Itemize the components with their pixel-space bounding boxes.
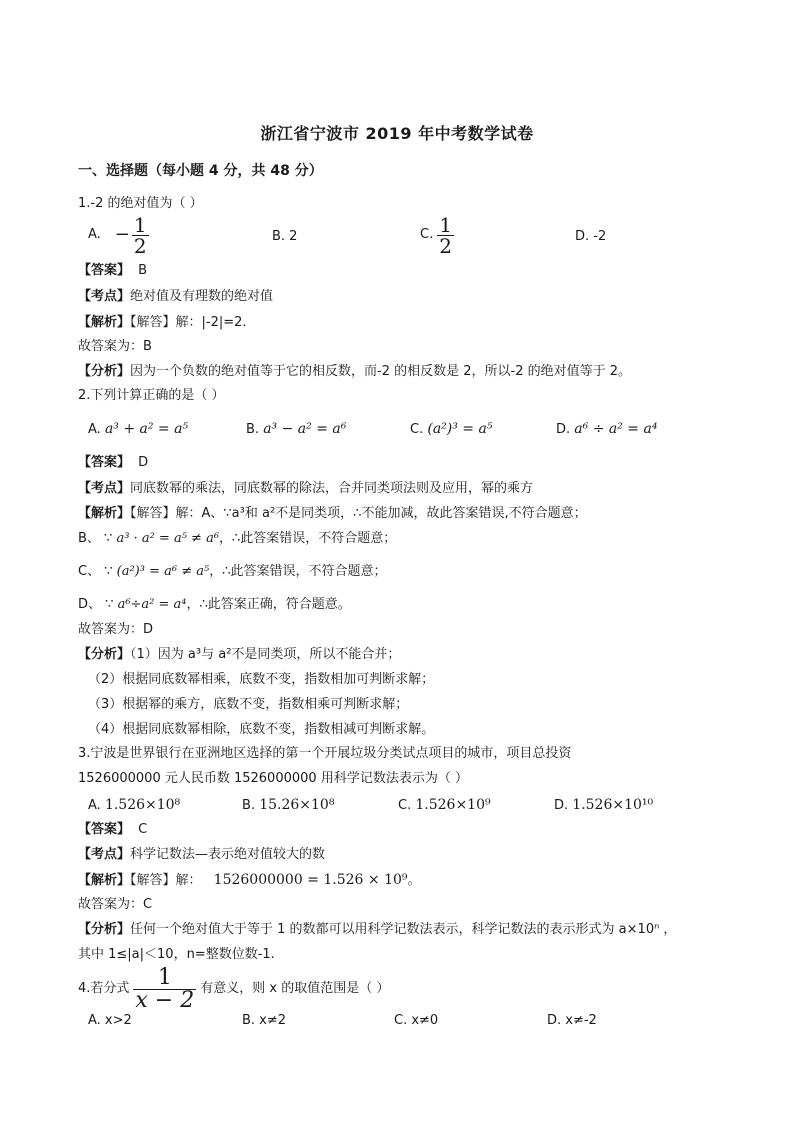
q1-analysis: 【解析】【解答】解：|-2|=2. bbox=[78, 315, 247, 330]
q2-option-d: D. a⁶ ÷ a² = a⁴ bbox=[556, 421, 658, 437]
q4-option-a: A. x>2 bbox=[88, 1013, 132, 1028]
q3-answer: 【答案】 C bbox=[78, 822, 148, 837]
q2-point: 【考点】同底数幂的乘法，同底数幂的除法，合并同类项法则及应用，幂的乘方 bbox=[78, 481, 534, 496]
q2-fenxi-4: （4）根据同底数幂相除，底数不变，指数相减可判断求解。 bbox=[88, 722, 435, 737]
q2-answer: 【答案】 D bbox=[78, 455, 149, 470]
q4-stem: 4.若分式 $\frac{1}{x - 2}$ 有意义，则 x 的取值范围是（ ） bbox=[78, 964, 390, 1013]
q3-option-b: B. 15.26×10⁸ bbox=[242, 797, 335, 813]
q3-option-d: D. 1.526×10¹⁰ bbox=[554, 797, 654, 813]
q1-option-d: D. -2 bbox=[575, 229, 607, 244]
q2-option-b: B. a³ − a² = a⁶ bbox=[246, 421, 347, 437]
fraction: $\frac{1}{2}$ bbox=[439, 212, 452, 258]
section-heading: 一、选择题（每小题 4 分，共 48 分） bbox=[78, 163, 323, 179]
q3-stem-line-1: 3.宁波是世界银行在亚洲地区选择的第一个开展垃圾分类试点项目的城市，项目总投资 bbox=[78, 746, 572, 761]
q3-option-c: C. 1.526×10⁹ bbox=[398, 797, 491, 813]
q1-fenxi: 【分析】因为一个负数的绝对值等于它的相反数，而-2 的相反数是 2，所以-2 的绝对值等于 2。 bbox=[78, 364, 632, 379]
q3-fenxi-2: 其中 1≤|a|＜10，n=整数位数-1. bbox=[78, 947, 275, 962]
q2-option-c: C. (a²)³ = a⁵ bbox=[410, 421, 493, 437]
q4-option-c: C. x≠0 bbox=[394, 1013, 439, 1028]
q2-analysis-d: D、 ∵ a⁶÷a² = a⁴，∴此答案正确，符合题意。 bbox=[78, 597, 351, 612]
q3-fenxi-1: 【分析】任何一个绝对值大于等于 1 的数都可以用科学记数法表示，科学记数法的表示形式为 a×10ⁿ ， bbox=[78, 922, 677, 937]
q3-point: 【考点】科学记数法—表示绝对值较大的数 bbox=[78, 847, 326, 862]
fraction: $\frac{1}{2}$ bbox=[133, 212, 147, 258]
q2-fenxi-1: 【分析】（1）因为 a³与 a²不是同类项，所以不能合并； bbox=[78, 647, 401, 662]
q1-option-c: C. $\frac{1}{2}$ bbox=[420, 212, 452, 258]
q4-option-d: D. x≠-2 bbox=[547, 1013, 597, 1028]
q3-conclusion: 故答案为：C bbox=[78, 897, 153, 912]
q1-point: 【考点】绝对值及有理数的绝对值 bbox=[78, 289, 274, 304]
q2-fenxi-2: （2）根据同底数幂相乘，底数不变，指数相加可判断求解； bbox=[88, 672, 435, 687]
q1-answer: 【答案】 B bbox=[78, 263, 148, 278]
q2-option-a: A. a³ + a² = a⁵ bbox=[88, 421, 189, 437]
q4-option-b: B. x≠2 bbox=[242, 1013, 287, 1028]
q2-analysis-b: B、 ∵ a³ · a² = a⁵ ≠ a⁶，∴此答案错误，不符合题意； bbox=[78, 531, 397, 546]
q1-option-b: B. 2 bbox=[272, 229, 298, 244]
fraction: $\frac{1}{x - 2}$ bbox=[135, 964, 195, 1013]
page-title: 浙江省宁波市 2019 年中考数学试卷 bbox=[260, 124, 534, 143]
q3-stem-line-2: 1526000000 元人民币数 1526000000 用科学记数法表示为（ ） bbox=[78, 771, 468, 786]
q1-option-a: A. − $\frac{1}{2}$ bbox=[88, 212, 147, 258]
q2-analysis: 【解析】【解答】解：A、∵a³和 a²不是同类项，∴不能加减，故此答案错误,不符合题意； bbox=[78, 506, 587, 521]
q2-conclusion: 故答案为：D bbox=[78, 622, 154, 637]
q3-option-a: A. 1.526×10⁸ bbox=[88, 797, 181, 813]
q1-conclusion: 故答案为：B bbox=[78, 339, 152, 354]
q2-analysis-c: C、 ∵ (a²)³ = a⁶ ≠ a⁵，∴此答案错误，不符合题意； bbox=[78, 564, 387, 579]
q2-stem: 2.下列计算正确的是（ ） bbox=[78, 388, 225, 403]
q2-fenxi-3: （3）根据幂的乘方，底数不变，指数相乘可判断求解； bbox=[88, 697, 409, 712]
q3-analysis: 【解析】【解答】解： 1526000000 = 1.526 × 10⁹。 bbox=[78, 872, 421, 888]
q1-stem: 1.-2 的绝对值为（ ） bbox=[78, 196, 203, 211]
